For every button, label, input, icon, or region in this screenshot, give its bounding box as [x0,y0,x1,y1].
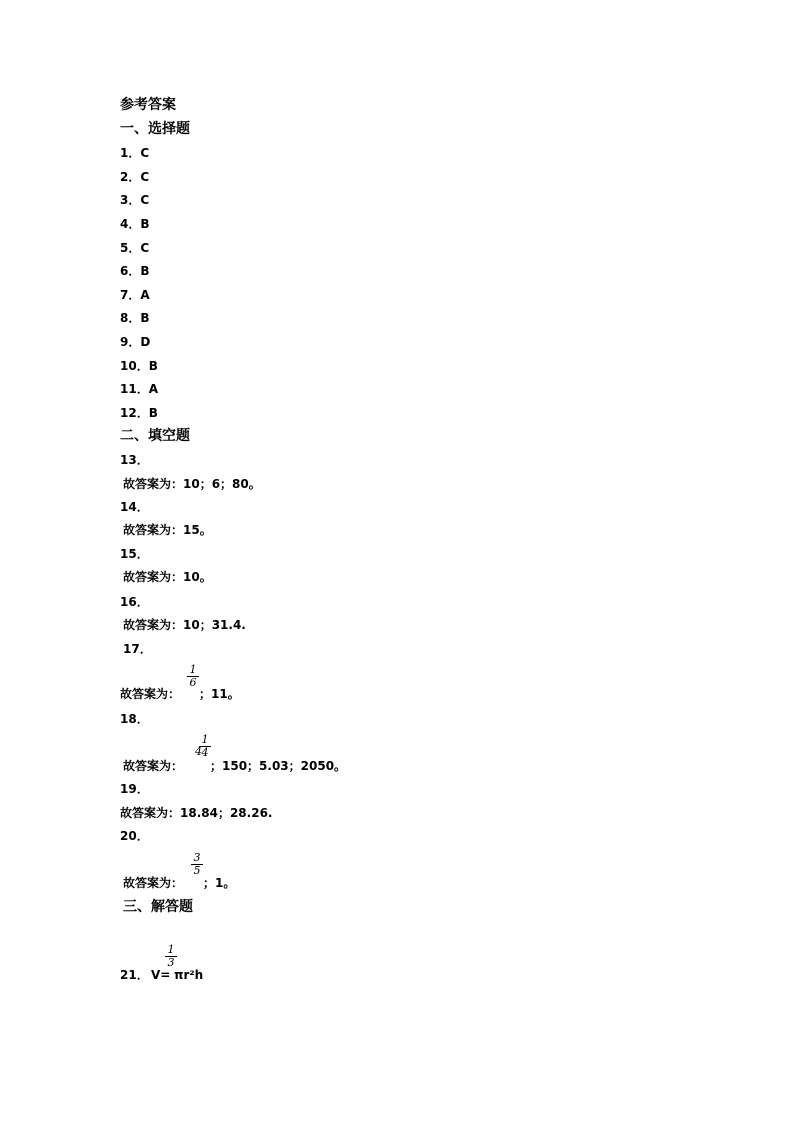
fill-q19-answer: 故答案为：18.84；28.26. [120,806,273,820]
choice-answer-1: 1．C [120,146,150,160]
section-solve-heading: 三、解答题 [123,899,193,915]
fraction-numerator: 1 [189,663,197,676]
section-choice-heading: 一、选择题 [120,121,190,137]
fill-q15-answer: 故答案为：10。 [123,570,212,584]
fill-q20-number: 20． [120,829,149,843]
answer-title: 参考答案 [120,97,176,113]
solve-q21-formula: πr²h [174,968,204,982]
fraction-numerator: 1 [167,943,175,956]
fraction-denominator: 3 [167,956,175,969]
fill-q18-suffix: ；150；5.03；2050。 [210,759,347,773]
fill-q18-prefix: 故答案为： [123,759,184,773]
choice-answer-6: 6．B [120,264,150,278]
fraction-one-quarter [198,734,212,758]
fraction-denominator: 5 [193,864,201,877]
fill-q17-number: 17． [123,642,152,656]
fraction-one-sixth [186,664,200,688]
choice-answer-4: 4．B [120,217,150,231]
fill-q14-answer: 故答案为：15。 [123,523,212,537]
choice-answer-8: 8．B [120,311,150,325]
fill-q20-prefix: 故答案为： [123,876,184,890]
mixed-number-whole: 4 [195,745,202,758]
solve-q21-prefix: V= [151,968,171,982]
solve-q21-number: 21． [120,968,149,982]
choice-answer-12: 12．B [120,406,158,420]
fill-q18-number: 18． [120,712,149,726]
fill-q17-prefix: 故答案为： [120,687,181,701]
choice-answer-7: 7．A [120,288,150,302]
fill-q17-suffix: ；11。 [199,687,240,701]
fill-q16-number: 16． [120,595,149,609]
fill-q13-number: 13． [120,453,149,467]
fill-q14-number: 14． [120,500,149,514]
choice-answer-2: 2．C [120,170,150,184]
choice-answer-11: 11．A [120,382,158,396]
fraction-numerator: 3 [193,851,201,864]
fraction-numerator: 1 [201,733,209,746]
fraction-denominator: 6 [189,676,197,689]
fill-q20-suffix: ；1。 [203,876,236,890]
fraction-three-fifths [190,852,204,876]
fill-q15-number: 15． [120,547,149,561]
choice-answer-5: 5．C [120,241,150,255]
fill-q13-answer: 故答案为：10；6；80。 [123,477,261,491]
fraction-denominator: 4 [201,746,209,759]
fraction-one-third [164,944,178,968]
section-fill-heading: 二、填空题 [120,428,190,444]
fill-q16-answer: 故答案为：10；31.4. [123,618,246,632]
choice-answer-9: 9．D [120,335,151,349]
fill-q19-number: 19． [120,782,149,796]
choice-answer-10: 10．B [120,359,158,373]
choice-answer-3: 3．C [120,193,150,207]
